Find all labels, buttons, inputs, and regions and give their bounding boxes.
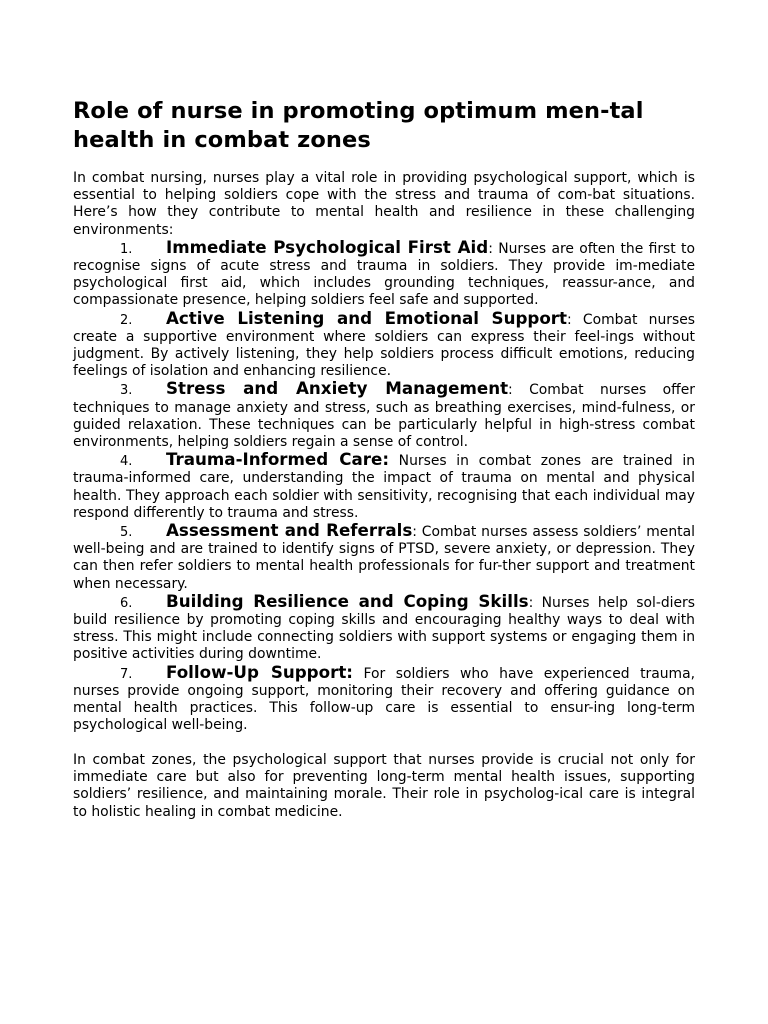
list-item-text: For soldiers who have experienced trauma, nurses provide ongoing support, monitoring their recovery and offering guidance on mental health practices. This follow-up care is essential to ensur-ing long-term psychological well-being. [73,665,696,734]
list-item-number: 7. [120,666,133,682]
list-item-number: 1. [120,241,133,257]
list-item-text: : Combat nurses assess soldiers’ mental well-being and are trained to identify signs of PTSD, severe anxiety, or depression. They can then refer soldiers to mental health professionals for fur-ther support and treatment when necessary. [73,524,695,592]
conclusion-paragraph: In combat zones, the psychological support that nurses provide is crucial not only for immediate care but also for preventing long-term mental health issues, supporting soldiers’ resilience, and maintaining morale. Their role in psycholog-ical care is integral to holistic healing in combat medicine. [73,752,695,820]
list-item [73,522,695,593]
list-item [73,661,696,735]
list-item-text: : Nurses are often the first to recognise signs of acute stress and trauma in soldiers. They provide im-mediate psychological first aid, which includes grounding techniques, reassur-ance, and compassionate presence, helping soldiers feel safe and supported. [73,240,695,309]
list-item-title: Building Resilience and Coping Skills [166,590,529,611]
list-item [73,236,695,310]
list-item-number: 4. [120,454,133,470]
list-item-number: 6. [120,595,133,611]
intro-paragraph: In combat nursing, nurses play a vital role in providing psychological support, which is essential to helping soldiers cope with the stress and trauma of com-bat situations. Here’s how they contribute to mental health and resilience in these challenging environments: [73,170,695,238]
list-item [73,307,695,381]
list-item-text: Nurses in combat zones are trained in trauma-informed care, understanding the impact of trauma on mental and physical health. They approach each soldier with sensitivity, recognising that each individual may respond differently to trauma and stress. [73,453,695,521]
list-item-title: Assessment and Referrals [166,520,413,541]
list-item-title: Follow-Up Support: [166,661,353,682]
list-item-title: Stress and Anxiety Management [166,378,509,399]
document-title: Role of nurse in promoting optimum men-tal health in combat zones [73,98,644,153]
roles-list [73,236,696,735]
list-item-number: 5. [120,525,133,541]
list-item-number: 3. [120,383,133,399]
document-page [73,97,695,821]
list-item-title: Active Listening and Emotional Support [166,307,568,328]
list-item-text: : Combat nurses create a supportive environment where soldiers can express their feel-ings without judgment. By actively listening, they help soldiers process difficult emotions, reducing feelings of isolation and enhancing resilience. [73,311,695,380]
list-item [73,380,695,451]
list-item-number: 2. [120,312,133,328]
paragraph-spacer [73,735,695,753]
list-item-title: Trauma-Informed Care: [166,449,389,470]
list-item [73,451,695,522]
list-item-title: Immediate Psychological First Aid [166,236,489,257]
list-item [73,590,696,664]
list-item-text: : Combat nurses offer techniques to manage anxiety and stress, such as breathing exercises, mind-fulness, or guided relaxation. These techniques can be particularly helpful in high-stress combat environments, helping soldiers regain a sense of control. [73,382,695,451]
list-item-text: : Nurses help sol-diers build resilience by promoting coping skills and encouraging healthy ways to deal with stress. This might include connecting soldiers with support systems or engaging them in positive activities during downtime. [73,594,696,663]
